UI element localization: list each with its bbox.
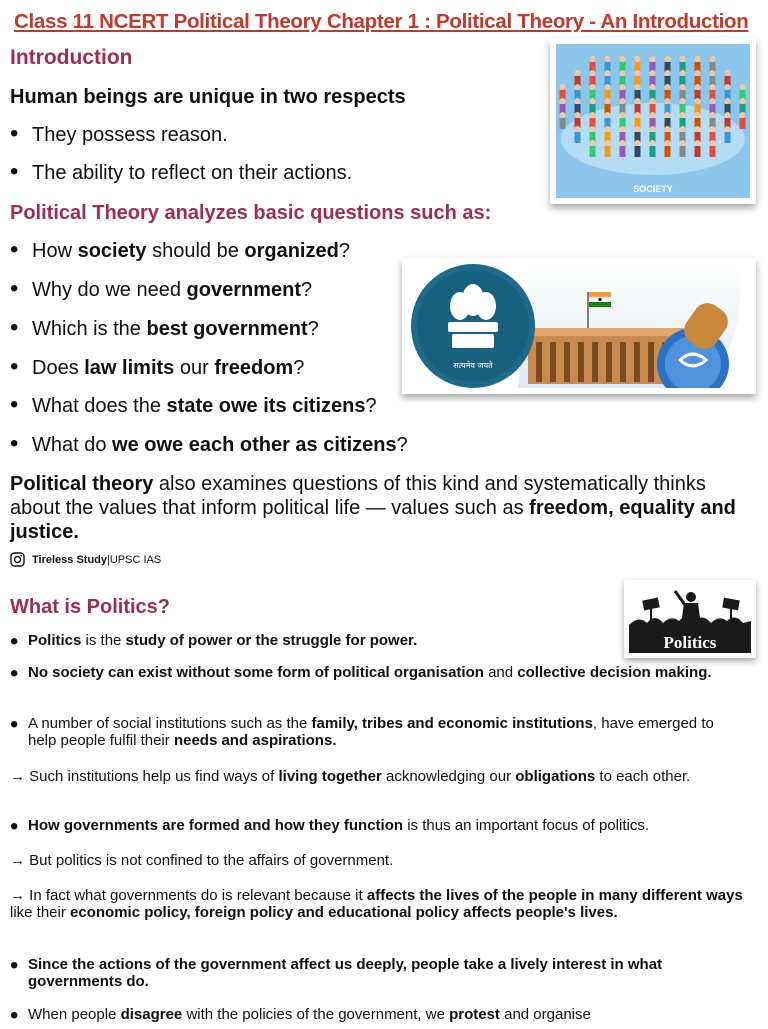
politics-caption: Politics: [663, 633, 717, 652]
question-bullet: • Does law limits our freedom?: [10, 353, 305, 380]
politics-bullet: • A number of social institutions such as the family, tribes and economic institutions, have emerged to help people fulfil their needs and aspirations.: [10, 711, 714, 749]
politics-arrow-para: → In fact what governments do is relevant because it affects the lives of the people in many different ways like their economic policy, foreign policy and educational policy affects people's lives.: [10, 887, 743, 921]
intro-subheading: Human beings are unique in two respects: [10, 86, 406, 108]
question-bullet: • What do we owe each other as citizens?: [10, 430, 408, 457]
questions-heading: Political Theory analyzes basic questions such as:: [10, 202, 492, 224]
politics-arrow-para: → But politics is not confined to the affairs of government.: [10, 852, 394, 869]
society-caption: SOCIETY: [633, 184, 673, 194]
question-bullet: • Which is the best government?: [10, 314, 319, 341]
instagram-icon: [10, 552, 25, 567]
politics-bullet: • How governments are formed and how they function is thus an important focus of politics.: [10, 813, 649, 840]
politics-arrow-para: → Such institutions help us find ways of living together acknowledging our obligations to each other.: [10, 768, 691, 785]
society-image: [550, 38, 756, 204]
intro-bullet: • The ability to reflect on their actions.: [10, 158, 353, 185]
intro-heading: Introduction: [10, 46, 133, 69]
emblem-motto: सत्यमेव जयते: [453, 361, 493, 370]
bullet-text: The ability to reflect on their actions.: [32, 162, 353, 184]
credit-name: Tireless Study: [32, 553, 107, 566]
page-title: Class 11 NCERT Political Theory Chapter 1 : Political Theory - An Introduction: [14, 10, 749, 33]
politics-bullet: • Politics is the study of power or the struggle for power.: [10, 628, 418, 655]
politics-bullet: • No society can exist without some form of political organisation and collective decision making.: [10, 660, 712, 687]
politics-bullet: • When people disagree with the policies of the government, we protest and organise: [10, 1002, 591, 1029]
parliament-image: [402, 258, 756, 394]
question-bullet: • What does the state owe its citizens?: [10, 391, 377, 418]
credit: [10, 552, 161, 567]
politics-heading: What is Politics?: [10, 596, 171, 618]
question-bullet: • Why do we need government?: [10, 275, 313, 302]
intro-bullet: • They possess reason.: [10, 120, 228, 147]
politics-bullet: • Since the actions of the government affect us deeply, people take a lively interest in what governments do.: [10, 952, 663, 990]
credit-suffix: |UPSC IAS: [107, 553, 162, 566]
bullet-text: They possess reason.: [32, 124, 228, 146]
theory-paragraph: Political theory also examines questions of this kind and systematically thinks about the values that inform political life — values such as freedom, equality and justice.: [10, 473, 736, 543]
question-bullet: • How society should be organized?: [10, 236, 350, 263]
